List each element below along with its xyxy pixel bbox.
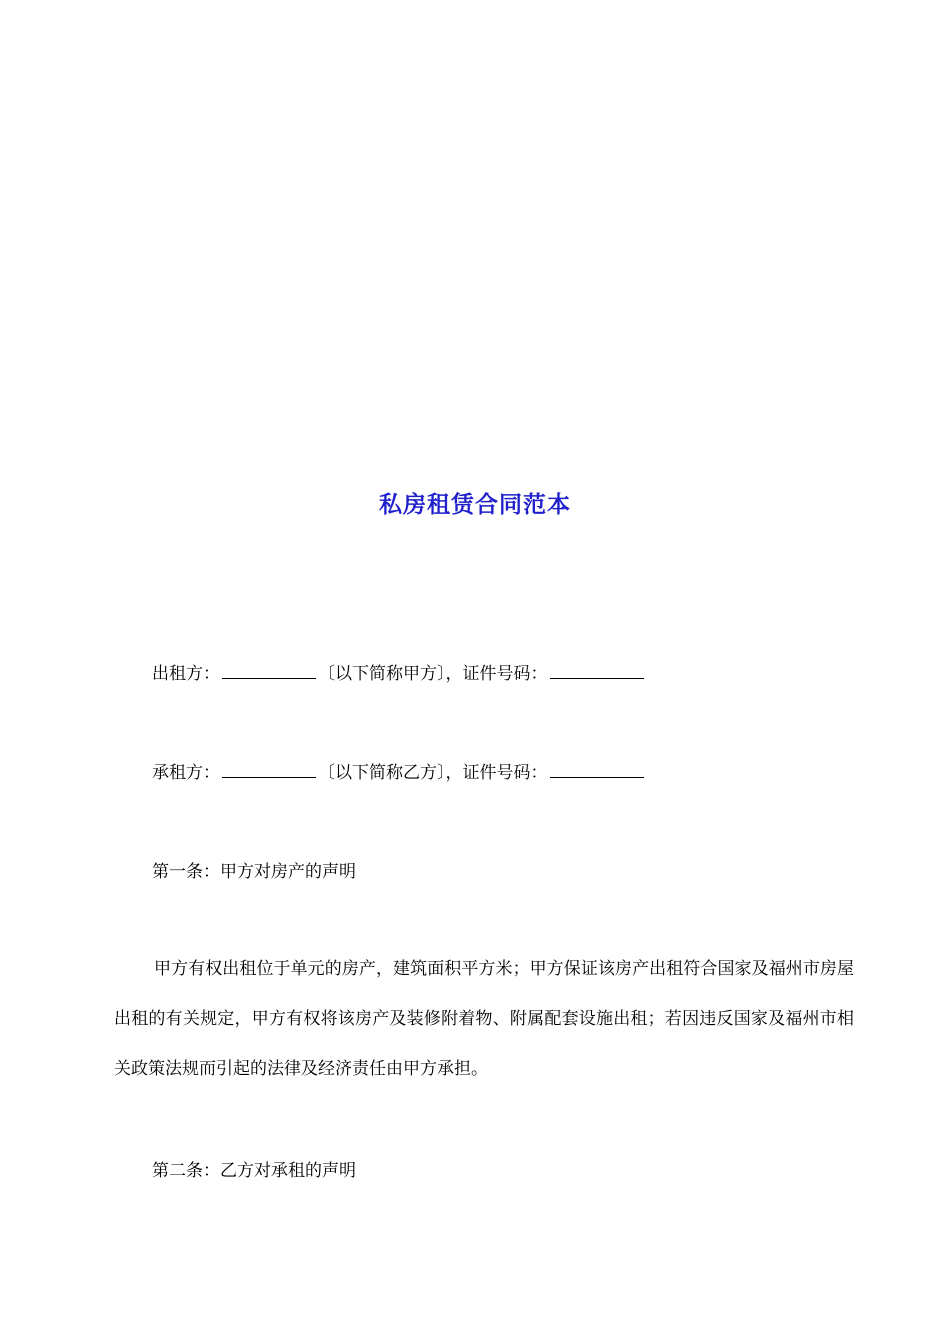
lessee-id-blank <box>550 763 644 778</box>
lessee-name-blank <box>222 763 316 778</box>
lessor-name-blank <box>222 664 316 679</box>
lessee-suffix: 〔以下简称乙方〕，证件号码： <box>318 763 548 783</box>
lessor-id-blank <box>550 664 644 679</box>
article1-body: 甲方有权出租位于单元的房产，建筑面积平方米；甲方保证该房产出租符合国家及福州市房屋出租的有关规定，甲方有权将该房产及装修附着物、附属配套设施出租；若因违反国家及福州市相关政策法规而引起的法律及经济责任由甲方承担。 <box>114 959 854 1079</box>
lessor-label: 出租方： <box>152 664 220 684</box>
article2-heading: 第二条：乙方对承租的声明 <box>152 1161 356 1181</box>
article1-heading: 第一条：甲方对房产的声明 <box>152 862 356 882</box>
lessee-line <box>152 758 646 783</box>
lessor-line <box>152 659 646 684</box>
lessor-suffix: 〔以下简称甲方〕，证件号码： <box>318 664 548 684</box>
document-title: 私房租赁合同范本 <box>379 492 571 518</box>
lessee-label: 承租方： <box>152 763 220 783</box>
